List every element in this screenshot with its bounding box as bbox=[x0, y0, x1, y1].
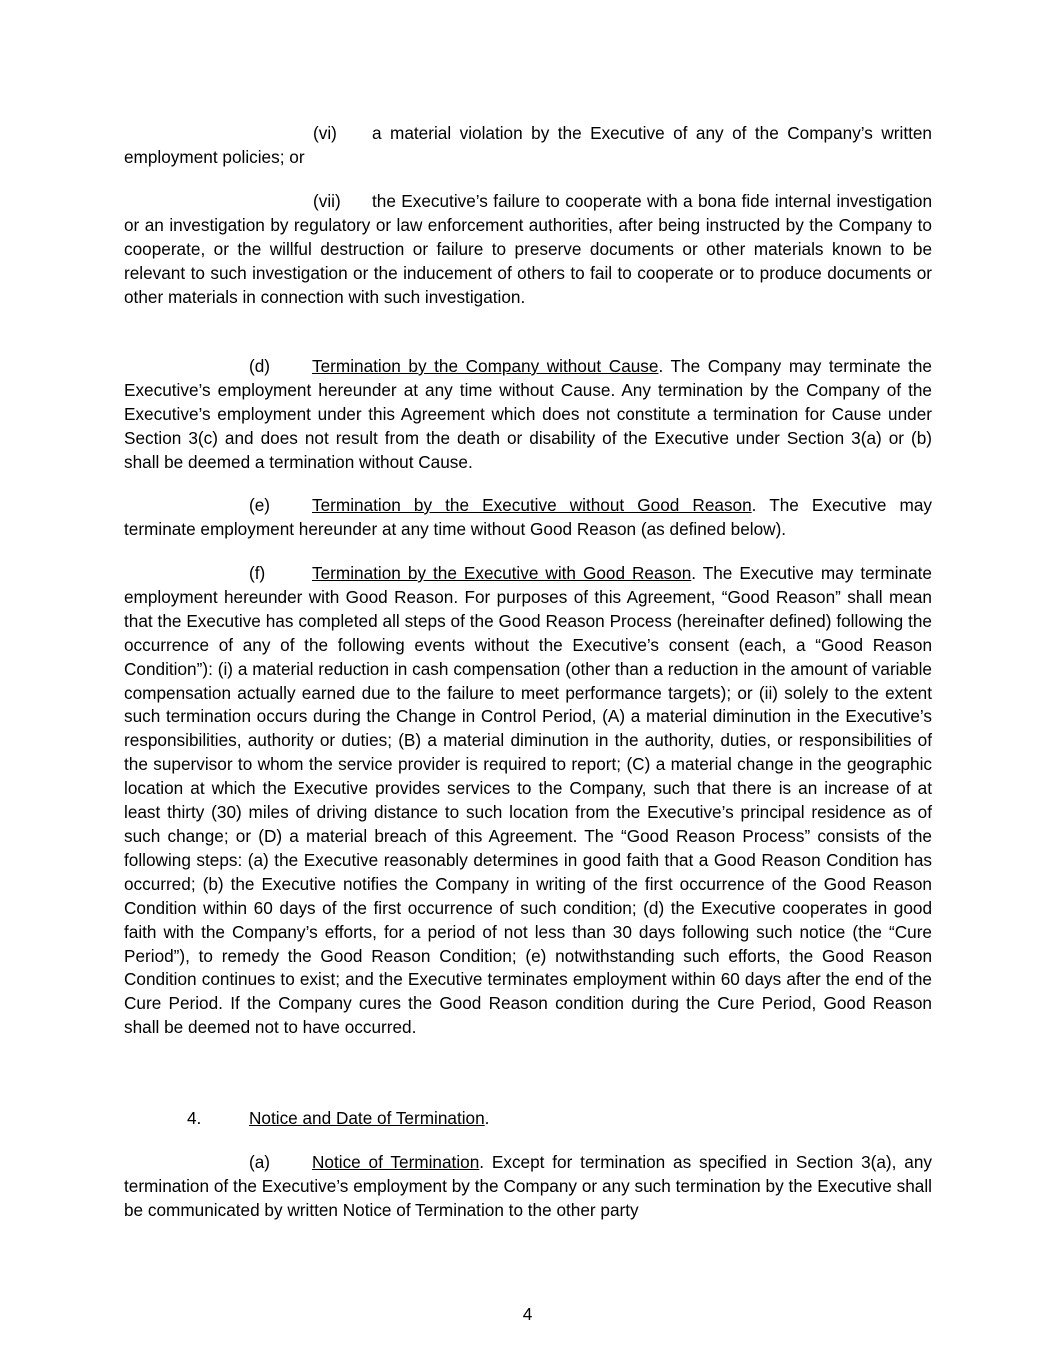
paragraph-f-text: . The Executive may terminate employment hereunder with Good Reason. For purposes of this Agreement, “Good Reason” shall mean that the Executive has completed all steps of the Good Reason Process (hereinafter defined) following the occurrence of any of the following events without the Executive’s consent (each, a “Good Reason Condition”): (i) a material reduction in cash compensation (other than a reduction in the amount of variable compensation actually earned due to the failure to meet performance targets); or (ii) solely to the extent such termination occurs during the Change in Control Period, (A) a material diminution in the Executive’s responsibilities, authority or duties; (B) a material diminution in the authority, duties, or responsibilities of the supervisor to whom the service provider is required to report; (C) a material change in the geographic location at which the Executive provides services to the Company, such that there is an increase of at least thirty (30) miles of driving distance to such location from the Executive’s principal residence as of such change; or (D) a material breach of this Agreement. The “Good Reason Process” consists of the following steps: (a) the Executive reasonably determines in good faith that a Good Reason Condition has occurred; (b) the Executive notifies the Company in writing of the first occurrence of the Good Reason Condition within 60 days of the first occurrence of such condition; (d) the Executive cooperates in good faith with the Company’s efforts, for a period of not less than 30 days following such notice (the “Cure Period”), to remedy the Good Reason Condition; (e) notwithstanding such efforts, the Good Reason Condition continues to exist; and the Executive terminates employment within 60 days after the end of the Cure Period. If the Company cures the Good Reason condition during the Cure Period, Good Reason shall be deemed not to have occurred. bbox=[124, 563, 932, 1038]
paragraph-d-title: Termination by the Company without Cause bbox=[312, 356, 659, 376]
paragraph-vii-label: (vii) bbox=[313, 191, 341, 211]
paragraph-vi-label: (vi) bbox=[313, 123, 337, 143]
section-4-number: 4. bbox=[187, 1108, 202, 1128]
paragraph-e-label: (e) bbox=[249, 495, 271, 515]
paragraph-f bbox=[124, 562, 932, 1040]
paragraph-vii-text: the Executive’s failure to cooperate with a bona fide internal investigation or an investigation by regulatory or law enforcement authorities, after being instructed by the Company to cooperate, or the willful destruction or failure to preserve documents or other materials known to be relevant to such investigation or the inducement of others to fail to cooperate or to produce documents or other materials in connection with such investigation. bbox=[124, 191, 932, 307]
paragraph-d bbox=[124, 355, 932, 475]
paragraph-vi bbox=[124, 122, 932, 170]
paragraph-a bbox=[124, 1151, 932, 1223]
paragraph-d-text: . The Company may terminate the Executive’s employment hereunder at any time without Cause. Any termination by the Company of the Executive’s employment under this Agreement which does not constitute a termination for Cause under Section 3(c) and does not result from the death or disability of the Executive under Section 3(a) or (b) shall be deemed a termination without Cause. bbox=[124, 356, 932, 472]
paragraph-e-text: . The Executive may terminate employment hereunder at any time without Good Reason (as defined below). bbox=[124, 495, 932, 539]
paragraph-a-text: . Except for termination as specified in Section 3(a), any termination of the Executive’s employment by the Company or any such termination by the Executive shall be communicated by written Notice of Termination to the other party bbox=[124, 1152, 932, 1220]
section-4-heading bbox=[187, 1107, 489, 1131]
section-4-period: . bbox=[484, 1108, 490, 1128]
section-4-title: Notice and Date of Termination bbox=[249, 1108, 485, 1128]
paragraph-vii bbox=[124, 190, 932, 310]
paragraph-e-title: Termination by the Executive without Good Reason bbox=[312, 495, 752, 515]
paragraph-f-label: (f) bbox=[249, 563, 266, 583]
paragraph-a-label: (a) bbox=[249, 1152, 271, 1172]
page-number: 4 bbox=[522, 1304, 533, 1324]
paragraph-d-label: (d) bbox=[249, 356, 271, 376]
paragraph-a-title: Notice of Termination bbox=[312, 1152, 480, 1172]
paragraph-vi-text: a material violation by the Executive of any of the Company’s written employment policies; or bbox=[124, 123, 932, 167]
paragraph-e bbox=[124, 494, 932, 542]
paragraph-f-title: Termination by the Executive with Good Reason bbox=[312, 563, 692, 583]
